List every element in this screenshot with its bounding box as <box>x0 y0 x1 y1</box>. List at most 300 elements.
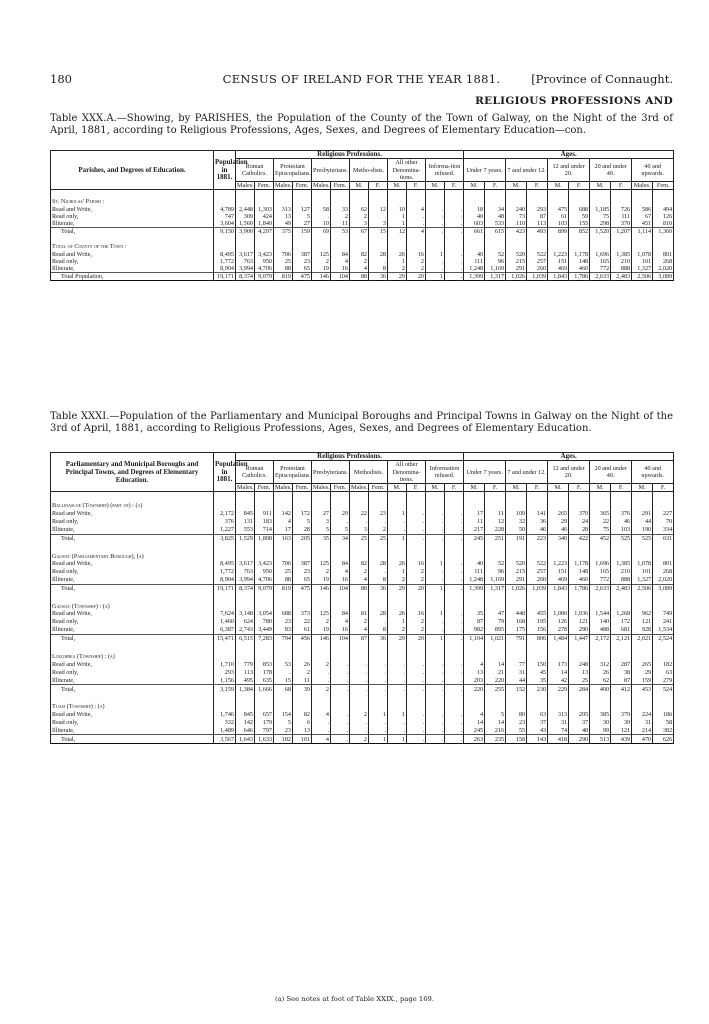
data-cell: 4 <box>331 568 350 576</box>
data-cell: 68 <box>274 685 293 694</box>
data-cell: 21 <box>485 668 506 676</box>
data-cell: 1,529 <box>236 534 255 543</box>
spacer-cell <box>569 492 590 503</box>
data-cell: 15 <box>274 676 293 685</box>
header-sex: M. <box>632 484 653 492</box>
data-cell: 1 <box>426 584 445 593</box>
empty-cell <box>293 603 312 610</box>
data-cell: 513 <box>590 735 611 744</box>
data-cell: 8,904 <box>214 576 236 585</box>
data-cell: 23 <box>293 258 312 265</box>
empty-cell <box>388 502 407 509</box>
empty-cell <box>312 553 331 560</box>
spacer-cell <box>407 492 426 503</box>
data-cell: 62 <box>350 206 369 213</box>
row-label: Read only, <box>51 258 214 265</box>
header-sex: F. <box>569 182 590 190</box>
data-cell: 230 <box>527 685 548 694</box>
spacer-cell <box>569 593 590 603</box>
data-cell: . <box>445 213 464 220</box>
empty-cell <box>548 243 569 250</box>
spacer-cell <box>51 543 214 553</box>
data-cell: 13 <box>569 668 590 676</box>
data-cell: 35 <box>464 610 485 618</box>
data-cell: 810 <box>653 220 674 228</box>
group-title: Galway (Parliamentary Borough), (a) <box>51 553 214 560</box>
data-cell: 103 <box>548 220 569 228</box>
header-sex: Males. <box>313 484 330 492</box>
data-cell: 96 <box>485 568 506 576</box>
row-label: Read only, <box>51 568 214 576</box>
empty-cell <box>312 653 331 660</box>
data-cell: 3,617 <box>236 251 255 258</box>
data-cell: 4 <box>350 265 369 273</box>
data-cell: . <box>426 718 445 726</box>
spacer-cell <box>236 492 255 503</box>
data-cell: 586 <box>632 206 653 213</box>
spacer-cell <box>548 643 569 653</box>
spacer-cell <box>506 235 527 243</box>
empty-cell <box>312 502 331 509</box>
spacer-cell <box>445 693 464 703</box>
data-cell: . <box>407 213 426 220</box>
group-title: St. Nicholas' Parish : <box>51 198 214 205</box>
empty-cell <box>331 603 350 610</box>
data-cell: 23 <box>274 618 293 626</box>
data-cell: 470 <box>632 735 653 744</box>
data-cell: . <box>331 710 350 718</box>
data-cell: 2 <box>312 660 331 668</box>
data-cell: 1,185 <box>590 206 611 213</box>
data-cell: . <box>407 685 426 694</box>
spacer-cell <box>569 543 590 553</box>
empty-cell <box>611 553 632 560</box>
data-cell: . <box>426 668 445 676</box>
data-cell: 1,633 <box>255 735 274 744</box>
data-cell: 14 <box>548 668 569 676</box>
data-cell: 763 <box>236 258 255 265</box>
data-cell: 1,021 <box>485 635 506 644</box>
spacer-cell <box>331 593 350 603</box>
data-cell: 1,114 <box>632 228 653 236</box>
empty-cell <box>506 198 527 205</box>
data-cell: 163 <box>274 534 293 543</box>
data-cell: 1,520 <box>590 228 611 236</box>
spacer-cell <box>350 643 369 653</box>
data-cell: 1,710 <box>214 660 236 668</box>
empty-cell <box>369 198 388 205</box>
data-cell: 195 <box>527 618 548 626</box>
data-cell: 911 <box>255 510 274 518</box>
data-cell: 1,169 <box>485 265 506 273</box>
spacer-cell <box>350 190 369 199</box>
data-cell: 172 <box>611 618 632 626</box>
empty-cell <box>445 198 464 205</box>
data-cell: 819 <box>274 273 293 281</box>
data-cell: 1 <box>369 710 388 718</box>
header-religion: Metho-dists. <box>350 159 388 182</box>
spacer-cell <box>464 492 485 503</box>
header-sex: M. <box>350 182 369 190</box>
header-sex: Males. <box>632 182 653 190</box>
data-cell: . <box>445 584 464 593</box>
group-title: Galway (Township) : (a) <box>51 603 214 610</box>
data-cell: . <box>388 518 407 526</box>
spacer-cell <box>255 643 274 653</box>
data-cell: 8,495 <box>214 560 236 568</box>
empty-cell <box>611 703 632 710</box>
data-cell: 125 <box>312 560 331 568</box>
empty-cell <box>464 653 485 660</box>
data-cell: 101 <box>632 258 653 265</box>
empty-cell <box>464 502 485 509</box>
spacer-cell <box>527 543 548 553</box>
data-cell: 1,560 <box>236 220 255 228</box>
data-cell: 400 <box>590 685 611 694</box>
empty-cell <box>632 502 653 509</box>
data-cell: 46 <box>611 518 632 526</box>
data-cell: 688 <box>569 206 590 213</box>
data-cell: 140 <box>590 618 611 626</box>
data-cell: 126 <box>653 213 674 220</box>
empty-cell <box>255 198 274 205</box>
data-cell: 3,159 <box>214 685 236 694</box>
data-cell: 646 <box>236 726 255 735</box>
data-cell: 227 <box>653 510 674 518</box>
data-cell: 635 <box>255 676 274 685</box>
data-cell: 257 <box>527 258 548 265</box>
spacer-cell <box>214 693 236 703</box>
empty-cell <box>506 553 527 560</box>
data-cell: 141 <box>527 510 548 518</box>
spacer-cell <box>236 643 255 653</box>
data-cell: 495 <box>236 676 255 685</box>
data-cell: 111 <box>464 258 485 265</box>
header-sex: F. <box>407 484 426 492</box>
data-cell: 182 <box>274 735 293 744</box>
data-cell: 291 <box>632 510 653 518</box>
empty-cell <box>426 603 445 610</box>
data-cell: . <box>388 660 407 668</box>
row-label: Read only, <box>51 618 214 626</box>
data-cell: 2 <box>388 576 407 585</box>
spacer-cell <box>331 693 350 703</box>
data-cell: . <box>445 718 464 726</box>
spacer-cell <box>464 693 485 703</box>
group-title: Tuam (Township) : (a) <box>51 703 214 710</box>
data-cell: 291 <box>506 265 527 273</box>
data-cell: 20 <box>407 584 426 593</box>
data-cell: 2 <box>407 618 426 626</box>
data-cell: . <box>350 660 369 668</box>
data-cell: . <box>369 718 388 726</box>
empty-cell <box>653 553 674 560</box>
data-cell: 3,994 <box>236 576 255 585</box>
row-label: Illiterate, <box>51 726 214 735</box>
spacer-cell <box>569 693 590 703</box>
header-sex: M. <box>464 182 485 190</box>
data-cell: 4 <box>331 258 350 265</box>
data-cell: 365 <box>590 510 611 518</box>
data-cell: . <box>445 220 464 228</box>
data-cell: 451 <box>632 220 653 228</box>
data-cell: . <box>445 576 464 585</box>
data-cell: 36 <box>369 635 388 644</box>
data-cell: 142 <box>274 510 293 518</box>
data-cell: 30 <box>590 718 611 726</box>
data-cell: 726 <box>611 206 632 213</box>
data-cell: 2,506 <box>632 273 653 281</box>
data-cell: 2 <box>293 668 312 676</box>
data-cell: . <box>331 668 350 676</box>
data-cell: 376 <box>214 518 236 526</box>
data-cell: 251 <box>485 534 506 543</box>
data-cell: 191 <box>506 534 527 543</box>
empty-cell <box>274 653 293 660</box>
empty-cell <box>527 703 548 710</box>
data-cell: 156 <box>527 626 548 635</box>
group-title: Loughrea (Township) : (a) <box>51 653 214 660</box>
empty-cell <box>350 198 369 205</box>
data-cell: 1,746 <box>214 710 236 718</box>
empty-cell <box>426 703 445 710</box>
data-cell: 780 <box>255 618 274 626</box>
empty-cell <box>388 243 407 250</box>
data-cell: 63 <box>527 710 548 718</box>
spacer-cell <box>611 190 632 199</box>
data-cell: 87 <box>527 213 548 220</box>
data-cell: 1,317 <box>485 584 506 593</box>
data-cell: 2 <box>350 735 369 744</box>
empty-cell <box>407 553 426 560</box>
row-label: Read and Write, <box>51 206 214 213</box>
data-cell: 293 <box>214 668 236 676</box>
data-cell: . <box>274 668 293 676</box>
data-cell: 4,789 <box>214 206 236 213</box>
data-cell: 88 <box>350 584 369 593</box>
empty-cell <box>485 502 506 509</box>
data-cell: 2 <box>350 618 369 626</box>
spacer-cell <box>611 492 632 503</box>
data-cell: 37 <box>527 718 548 726</box>
data-cell: 104 <box>331 273 350 281</box>
data-cell: . <box>445 626 464 635</box>
empty-cell <box>485 603 506 610</box>
spacer-cell <box>590 543 611 553</box>
data-cell: 35 <box>312 534 331 543</box>
empty-cell <box>445 553 464 560</box>
data-cell: 1 <box>426 273 445 281</box>
data-cell: . <box>369 518 388 526</box>
data-cell: 2,483 <box>611 273 632 281</box>
data-cell: 2,020 <box>653 576 674 585</box>
data-cell: 55 <box>506 726 527 735</box>
spacer-cell <box>506 543 527 553</box>
spacer-cell <box>611 693 632 703</box>
data-cell: 1 <box>388 735 407 744</box>
empty-cell <box>569 502 590 509</box>
header-sex: M. <box>506 182 527 190</box>
empty-cell <box>407 502 426 509</box>
data-cell: 151 <box>548 258 569 265</box>
data-cell: 1 <box>426 560 445 568</box>
data-cell: 424 <box>255 213 274 220</box>
empty-cell <box>426 243 445 250</box>
header-sex: M. <box>426 484 445 492</box>
header-age-group: 7 and under 12. <box>506 159 548 182</box>
data-cell: 1,696 <box>590 560 611 568</box>
data-cell: 772 <box>590 265 611 273</box>
header-sex: Fem. <box>255 182 274 190</box>
data-cell: 661 <box>464 228 485 236</box>
data-cell: 1,223 <box>548 251 569 258</box>
empty-cell <box>527 553 548 560</box>
empty-cell <box>236 198 255 205</box>
header-sex: F. <box>485 182 506 190</box>
data-cell: . <box>369 568 388 576</box>
data-cell: 260 <box>527 576 548 585</box>
spacer-cell <box>485 693 506 703</box>
header-sex: Males. <box>237 182 254 190</box>
header-sex: Fem. <box>369 484 388 492</box>
data-cell: 125 <box>312 610 331 618</box>
empty-cell <box>527 198 548 205</box>
header-sex: M. <box>548 484 569 492</box>
empty-cell <box>464 198 485 205</box>
data-cell: 18 <box>464 206 485 213</box>
data-cell: 84 <box>331 610 350 618</box>
data-cell: 2,020 <box>653 265 674 273</box>
data-cell: 7,624 <box>214 610 236 618</box>
data-cell: 3,089 <box>653 273 674 281</box>
data-cell: 520 <box>506 560 527 568</box>
data-cell: 1,327 <box>632 576 653 585</box>
data-cell: 312 <box>590 660 611 668</box>
data-cell: . <box>426 618 445 626</box>
data-cell: 1 <box>426 251 445 258</box>
table-30 <box>50 150 674 281</box>
data-cell: 75 <box>590 526 611 535</box>
data-cell: 104 <box>331 584 350 593</box>
data-cell: . <box>388 668 407 676</box>
data-cell: 84 <box>331 251 350 258</box>
data-cell: 4 <box>312 710 331 718</box>
data-cell: 688 <box>274 610 293 618</box>
data-cell: 48 <box>569 726 590 735</box>
header-religion: Methodists. <box>350 461 388 484</box>
data-cell: 278 <box>548 626 569 635</box>
spacer-cell <box>653 543 674 553</box>
data-cell: 469 <box>548 265 569 273</box>
spacer-cell <box>369 593 388 603</box>
data-cell: 1,460 <box>214 618 236 626</box>
data-cell: 8 <box>369 576 388 585</box>
data-cell: 210 <box>611 258 632 265</box>
data-cell: 25 <box>274 568 293 576</box>
data-cell: 3,423 <box>255 560 274 568</box>
empty-cell <box>350 653 369 660</box>
spacer-cell <box>611 643 632 653</box>
data-cell: 19,171 <box>214 584 236 593</box>
spacer-cell <box>632 543 653 553</box>
data-cell: 1,178 <box>569 251 590 258</box>
data-cell: 2 <box>350 710 369 718</box>
spacer-cell <box>527 235 548 243</box>
data-cell: 28 <box>369 251 388 258</box>
data-cell: 418 <box>548 735 569 744</box>
empty-cell <box>485 703 506 710</box>
spacer-cell <box>485 593 506 603</box>
spacer-cell <box>51 693 214 703</box>
data-cell: 4 <box>464 710 485 718</box>
spacer-cell <box>506 492 527 503</box>
empty-cell <box>548 703 569 710</box>
data-cell: 33 <box>331 206 350 213</box>
data-cell: 20 <box>407 635 426 644</box>
data-cell: 87 <box>611 676 632 685</box>
data-cell: . <box>426 726 445 735</box>
data-cell: 2 <box>312 618 331 626</box>
data-cell: 23 <box>369 510 388 518</box>
data-cell: 214 <box>632 726 653 735</box>
spacer-cell <box>312 492 331 503</box>
spacer-cell <box>369 190 388 199</box>
data-cell: 387 <box>293 560 312 568</box>
data-cell: 475 <box>548 206 569 213</box>
spacer-cell <box>506 190 527 199</box>
data-cell: 522 <box>527 251 548 258</box>
data-cell: 1,843 <box>548 273 569 281</box>
spacer-cell <box>653 190 674 199</box>
data-cell: . <box>445 251 464 258</box>
data-cell: 255 <box>485 685 506 694</box>
data-cell: . <box>388 526 407 535</box>
empty-cell <box>569 553 590 560</box>
data-cell: 714 <box>255 526 274 535</box>
data-cell: 370 <box>611 220 632 228</box>
data-cell: . <box>369 618 388 626</box>
data-cell: 9,079 <box>255 273 274 281</box>
spacer-cell <box>236 593 255 603</box>
empty-cell <box>274 703 293 710</box>
empty-cell <box>653 603 674 610</box>
data-cell: 26 <box>388 560 407 568</box>
header-sex: F. <box>527 484 548 492</box>
data-cell: 385 <box>590 710 611 718</box>
header-sex: Males. <box>313 182 330 190</box>
data-cell: 2 <box>350 568 369 576</box>
empty-cell <box>632 703 653 710</box>
spacer-cell <box>350 543 369 553</box>
data-cell: 5 <box>293 213 312 220</box>
data-cell: . <box>331 735 350 744</box>
data-cell: 1,696 <box>590 251 611 258</box>
empty-cell <box>485 553 506 560</box>
empty-cell <box>527 243 548 250</box>
data-cell: . <box>445 635 464 644</box>
data-cell: 8 <box>369 265 388 273</box>
empty-cell <box>255 603 274 610</box>
data-cell: 370 <box>569 510 590 518</box>
data-cell: 23 <box>506 718 527 726</box>
data-cell: 148 <box>569 568 590 576</box>
spacer-cell <box>369 643 388 653</box>
data-cell: . <box>388 726 407 735</box>
data-cell: 313 <box>274 206 293 213</box>
row-label: Illiterate, <box>51 220 214 228</box>
data-cell: . <box>350 668 369 676</box>
spacer-cell <box>653 593 674 603</box>
